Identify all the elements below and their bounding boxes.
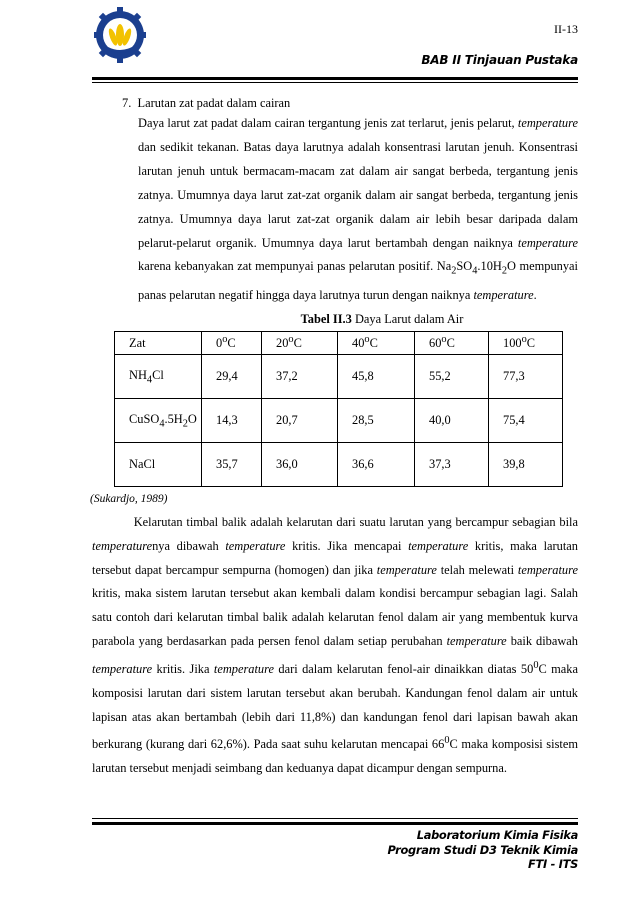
table-caption: Tabel II.3 Daya Larut dalam Air bbox=[300, 312, 464, 326]
value-cell: 35,7 bbox=[202, 443, 262, 487]
value-cell: 40,0 bbox=[415, 399, 489, 443]
footer-lab: Laboratorium Kimia Fisika bbox=[416, 828, 578, 842]
value-cell: 37,2 bbox=[262, 355, 338, 399]
value-cell: 28,5 bbox=[338, 399, 415, 443]
header-rule bbox=[92, 77, 578, 80]
table-row bbox=[115, 399, 563, 443]
value-cell: 37,3 bbox=[415, 443, 489, 487]
value-cell: 75,4 bbox=[489, 399, 563, 443]
value-cell: 45,8 bbox=[338, 355, 415, 399]
table-source: (Sukardjo, 1989) bbox=[90, 493, 168, 505]
header-cell: 60$^o$C bbox=[415, 332, 489, 355]
compound-cell: $NH_4Cl$ bbox=[115, 355, 202, 399]
its-logo bbox=[94, 7, 146, 65]
header-cell: 40$^o$C bbox=[338, 332, 415, 355]
table-header-row bbox=[115, 332, 563, 355]
table-row bbox=[115, 355, 563, 399]
footer-rule bbox=[92, 822, 578, 825]
item-title: Larutan zat padat dalam cairan bbox=[137, 96, 291, 110]
value-cell: 39,8 bbox=[489, 443, 563, 487]
value-cell: 77,3 bbox=[489, 355, 563, 399]
footer-faculty: FTI - ITS bbox=[528, 857, 578, 871]
header-cell: 20$^o$C bbox=[262, 332, 338, 355]
chapter-title: BAB II Tinjauan Pustaka bbox=[421, 53, 578, 67]
header-cell: 0$^o$C bbox=[202, 332, 262, 355]
footer-program: Program Studi D3 Teknik Kimia bbox=[387, 842, 578, 857]
header-cell: Zat bbox=[115, 332, 202, 355]
compound-cell: NaCl bbox=[115, 443, 202, 487]
solubility-table bbox=[114, 331, 563, 487]
value-cell: 36,0 bbox=[262, 443, 338, 487]
table-row bbox=[115, 443, 563, 487]
paragraph-solubility: Daya larut zat padat dalam cairan tergantung jenis zat terlarut, jenis pelarut, temperature dan sedikit tekanan. Batas daya larutnya adalah konsentrasi larutan jenuh. Konsentrasi larutan jenuh untuk bermacam-macam zat dalam air sangat berbeda, tergantung jenis zatnya. Umumnya daya larut zat-zat organik dalam air sangat berbeda, tergantung jenis zatnya. Umumnya daya larut zat-zat organik dalam air lebih besar daripada dalam pelarut-pelarut organik. Umumnya daya larut bertambah dengan naiknya temperature karena kebanyakan zat mempunyai panas pelarutan positif. $Na_2SO_4.10H_2O$ mempunyai panas pelarutan negatif hingga daya larutnya turun dengan naiknya temperature. bbox=[138, 116, 578, 302]
compound-cell: $CuSO_4.5H_2O$ bbox=[115, 399, 202, 443]
item-number: 7. bbox=[122, 96, 132, 110]
value-cell: 55,2 bbox=[415, 355, 489, 399]
value-cell: 29,4 bbox=[202, 355, 262, 399]
header-cell: 100$^o$C bbox=[489, 332, 563, 355]
page-number: II-13 bbox=[554, 22, 578, 36]
section-heading bbox=[122, 96, 290, 111]
header-rule-thin bbox=[92, 82, 578, 83]
footer-rule-thin bbox=[92, 818, 578, 819]
value-cell: 20,7 bbox=[262, 399, 338, 443]
footer bbox=[387, 828, 578, 872]
paragraph-mutual-solubility: Kelarutan timbal balik adalah kelarutan dari suatu larutan yang bercampur sebagian bila temperaturenya dibawah temperature kritis. Jika mencapai temperature kritis, maka larutan tersebut dapat bercampur sempurna (homogen) dan jika temperature telah melewati temperature kritis, maka sistem larutan tersebut akan kembali dalam kondisi bercampur sebagian lagi. Salah satu contoh dari kelarutan timbal balik adalah kelarutan fenol dalam air yang membentuk kurva parabola yang berdasarkan pada persen fenol dalam setiap perubahan temperature baik dibawah temperature kritis. Jika temperature dari dalam kelarutan fenol-air dinaikkan diatas $50^0C$ maka komposisi larutan dari sistem larutan tersebut akan berubah. Kandungan fenol dalam air untuk lapisan atas akan bertambah (lebih dari 11,8%) dan kandungan fenol dari lapisan bawah akan berkurang (kurang dari 62,6%). Pada saat suhu kelarutan mencapai $66^0C$ maka komposisi sistem larutan tersebut menjadi seimbang dan keduanya dapat dicampur dengan sempurna. bbox=[92, 515, 579, 776]
value-cell: 14,3 bbox=[202, 399, 262, 443]
value-cell: 36,6 bbox=[338, 443, 415, 487]
